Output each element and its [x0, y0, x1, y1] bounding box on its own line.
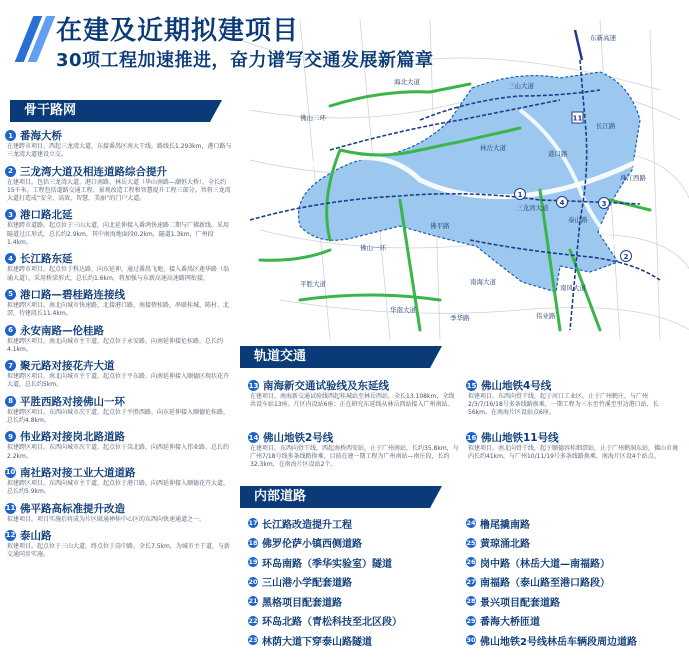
item-title-text: 南海新交通试验线及东延线 [263, 380, 389, 392]
item-title [5, 465, 233, 480]
item-title-text: 长江路东延 [20, 253, 73, 266]
road-item [248, 594, 342, 608]
road-label: 佛山一环 [360, 244, 386, 252]
road-label: 季华路 [450, 314, 470, 322]
number-badge: 17 [248, 519, 258, 527]
number-badge: 1 [5, 130, 16, 141]
road-title: 长江路改造提升工程 [262, 519, 352, 531]
road-title: 景兴项目配套道路 [480, 597, 560, 609]
map-marker-3 [599, 198, 610, 209]
arterial-item [5, 465, 233, 497]
item-title [248, 430, 460, 445]
item-title [5, 501, 233, 516]
item-description: 拟建跨市项目。起点位于科达路，向东延伸，通过番禺飞地、接入番禺区莲华路（翁涌大道），采用桥梁形式，总长约1.6km，将加强与东新高速高速路网衔接。 [7, 266, 230, 282]
item-title-text: 佛平路高标准提升改造 [20, 502, 125, 515]
arterial-item [5, 207, 233, 247]
number-badge: 25 [466, 538, 476, 547]
item-title-text: 永安南路—伦桂路 [20, 324, 104, 337]
road-title: 番海大桥匝道 [480, 617, 540, 628]
rail-item [466, 430, 680, 461]
item-title [5, 128, 233, 143]
item-title-text: 港口路—碧桂路连接线 [20, 288, 125, 301]
arterial-item [5, 394, 233, 426]
item-title [5, 251, 233, 266]
item-title [5, 207, 233, 222]
item-description: 拟建跨区项目。南北向城市主干道，起点位于永安路，向南延伸接伦桂路，总长约4.1km。 [7, 337, 224, 353]
item-title [5, 429, 233, 444]
svg-text:1: 1 [517, 191, 523, 199]
road-item [248, 614, 402, 628]
road-label: 珠江西路 [620, 174, 646, 182]
svg-text:11: 11 [572, 114, 583, 123]
road-title: 环岛北路（青松科技至北区段） [262, 617, 402, 628]
road-item [248, 516, 352, 530]
number-badge: 21 [248, 597, 258, 605]
arterial-item [5, 164, 233, 204]
item-title [5, 394, 233, 409]
road-item [248, 555, 392, 569]
arterial-item [5, 429, 233, 461]
item-title-text: 佛山地铁11号线 [481, 432, 559, 444]
road-item [248, 536, 362, 550]
item-title-text: 南社路对接工业大道道路 [20, 466, 136, 479]
item-description: 拟建跨区项目。南北向城市快速路，北接港口路，南接碧桂路，串联桂城、陈村、北滘，待建段长11.4km。 [7, 301, 230, 318]
arterial-item [5, 251, 233, 283]
arterial-item [5, 528, 233, 560]
section-arterial: 骨干路网 [10, 100, 210, 122]
road-label: 三龙湾大道 [516, 204, 549, 212]
arterial-list [5, 128, 233, 563]
road-title: 南福路（泰山路至港口路段） [480, 578, 610, 589]
item-title-text: 港口路北延 [20, 209, 73, 222]
road-title: 黑格项目配套道路 [262, 597, 342, 609]
road-title: 岗中路（林岳大道—南福路） [480, 558, 610, 570]
number-badge: 9 [5, 431, 16, 442]
number-badge: 4 [5, 253, 16, 264]
item-title-text: 平胜西路对接佛山一环 [20, 395, 125, 408]
road-item [466, 594, 560, 608]
road-label: 南海大道 [470, 278, 496, 286]
item-title [5, 323, 233, 338]
road-label: 平胜大道 [300, 280, 326, 288]
rail-item [248, 430, 460, 470]
rail-item [466, 378, 680, 418]
item-description: 拟建跨市道路。起点位于三山大道，向北延伸接入番鸿快速路二期与广佛新线。采用隧道过江形式，总长约2.9km，其中南海地面段0.2km，隧道1.3km，广州段1.4km。 [7, 222, 230, 247]
road-title: 环岛南路（季华实验室）隧道 [262, 558, 392, 570]
road-label: 港口路 [548, 150, 568, 158]
item-title [466, 430, 680, 445]
number-badge: 29 [466, 616, 476, 625]
arterial-item [5, 128, 233, 160]
number-badge: 26 [466, 558, 476, 566]
item-title-text: 三龙湾大道及相连道路综合提升 [20, 165, 167, 178]
arterial-item [5, 358, 233, 390]
road-label: 三山大道 [508, 82, 534, 90]
road-item [466, 516, 530, 530]
number-badge: 12 [5, 531, 16, 540]
road-label: 佛山二环 [300, 114, 326, 122]
item-description: 拟建跨区项目。东西向城市次干道，起点位于岗北路，向西延伸接入伟业路。总长约2.2km。 [7, 444, 230, 460]
item-description: 拟建项目。项目实施后将成为片区联通禅桂中心区的东西向快速通道之一。 [7, 515, 206, 523]
rail-item [248, 378, 460, 409]
number-badge: 11 [5, 504, 16, 513]
number-badge: 28 [466, 597, 476, 605]
item-title-text: 番海大桥 [20, 130, 62, 142]
map-marker-5 [515, 189, 526, 200]
road-label: 伟业路 [536, 312, 556, 320]
road-label: 东新高速 [590, 34, 616, 42]
item-description: 拟建项目。东西向骨干线，起于河口工业区，止于广州鹤庄，与广州2/3/7/16/18号多条线路换乘，一期工程为三水至竹溪至里边港口站，长56km。在南海片区设站点6座。 [468, 393, 659, 417]
road-item [248, 575, 352, 589]
number-badge: 14 [248, 433, 259, 442]
item-description: 拟建项目。起点位于三山大道，终点位于岗中路。全长7.5km，为城市主干道，与新交通同步实施。 [7, 542, 230, 559]
item-description: 在建项目。东西向骨干线，西起南桥西安站，止于广州南站，长约35.8km，与广州7/18号线多条线路换乘。目前在建一期工程为广州南站—南庄段，长约32.3km，在南海片区设站2个。 [250, 445, 459, 469]
road-item [466, 575, 610, 589]
road-title: 佛山地铁2号线林岳车辆段周边道路 [480, 636, 637, 648]
item-title [5, 287, 233, 302]
item-title [5, 358, 233, 373]
number-badge: 19 [248, 558, 258, 566]
number-badge: 3 [5, 209, 16, 220]
road-item [466, 614, 540, 628]
svg-text:3: 3 [601, 200, 607, 208]
arterial-item [5, 287, 233, 319]
number-badge: 10 [5, 468, 16, 477]
number-badge: 23 [248, 636, 258, 644]
arterial-item [5, 323, 233, 355]
page-subtitle: 30项工程加速推进，奋力谱写交通发展新篇章 [56, 50, 434, 71]
number-badge: 8 [5, 396, 16, 407]
road-label: 林岳大道 [480, 144, 506, 152]
item-title-text: 伟业路对接岗北路道路 [20, 431, 125, 444]
item-title-text: 佛山地铁4号线 [481, 380, 552, 392]
map-marker-2 [621, 251, 632, 262]
road-label: 佛平路 [430, 222, 450, 230]
number-badge: 2 [5, 166, 16, 177]
item-title [466, 378, 680, 393]
number-badge: 15 [466, 381, 477, 390]
item-description: 拟建跨区项目。东西向城市主干道，起点位于港口路，向西延伸接入顺德花卉大道，总长约5.9km。 [7, 479, 230, 496]
item-title [248, 378, 460, 393]
road-title: 三山港小学配套道路 [262, 578, 352, 589]
item-description: 在建项目。包括三龙湾大道、港口南路、林岳大道（华山南路—潮恒大桥），全长约15千米。工程包括道路交通工程、景观改造工程和智慧提升工程三部分。旨将三龙湾大道打造成“安全、高效、智慧、美丽”的门户大道。 [7, 178, 231, 203]
number-badge: 13 [248, 381, 259, 390]
item-description: 在建项目。南海新交通试验线西起桂城站至林岳西站，全长13.108km，全线共设车站13座。片区内设站6座；正在研究东延线从林岳西站接入广州南站。 [250, 393, 455, 409]
section-rail: 轨道交通 [240, 346, 430, 368]
road-label: 华南大道 [390, 306, 416, 314]
svg-text:2: 2 [623, 253, 629, 261]
number-badge: 16 [466, 433, 477, 442]
number-badge: 22 [248, 616, 258, 625]
road-item [466, 633, 637, 647]
map-marker-4 [557, 197, 568, 208]
road-title: 橹尾撬南路 [480, 519, 530, 531]
road-label: 长江路 [596, 122, 616, 130]
number-badge: 7 [5, 360, 16, 371]
number-badge: 30 [466, 636, 476, 644]
number-badge: 6 [5, 325, 16, 336]
section-internal: 内部道路 [240, 486, 430, 508]
item-title [5, 528, 233, 543]
item-title-text: 佛山地铁2号线 [263, 432, 334, 444]
road-title: 林荫大道下穿泰山路隧道 [262, 636, 372, 648]
item-title-text: 泰山路 [20, 529, 52, 542]
map-marker-1 [572, 112, 583, 123]
item-title-text: 聚元路对接花卉大道 [20, 360, 115, 373]
road-label: 海北大道 [394, 78, 420, 86]
road-item [466, 555, 610, 569]
number-badge: 24 [466, 519, 476, 527]
item-description: 拟建跨区项目。东西向城市次干道，起点位于平胜西路，向东延伸接入顺德伦桂路，总长约4.8km。 [7, 408, 230, 425]
svg-text:4: 4 [559, 199, 565, 207]
page-title: 在建及近期拟建项目 [56, 16, 300, 46]
road-item [248, 633, 372, 647]
road-item [466, 536, 530, 550]
road-title: 黄琼涌北路 [480, 539, 530, 550]
item-description: 在建跨市项目。西起三龙湾大道，东接番禺区南大干线。路线长1.293km，港口路与三龙湾大道建设立交。 [7, 143, 232, 159]
number-badge: 27 [466, 577, 476, 586]
item-description: 拟建跨区项目。南北向城市主干道，起点位于平东路，向南延伸接入顺德区现状花卉大道，总长约5km。 [7, 373, 230, 389]
road-label: 泰山路 [568, 216, 588, 224]
item-description: 拟建项目。南北向骨干线，起于顺德容桂细滘站，止于广州鹤洞东站，佛山市境内长约41km，与广州10/11/19号多条线路换乘，南海片区设4个站点。 [468, 445, 679, 461]
road-label: 南风大道 [560, 284, 586, 292]
number-badge: 18 [248, 538, 258, 547]
number-badge: 20 [248, 577, 258, 586]
number-badge: 5 [5, 289, 16, 300]
item-title [5, 164, 233, 179]
arterial-item [5, 501, 233, 524]
road-title: 佛罗伦萨小镇西侧道路 [262, 539, 362, 550]
